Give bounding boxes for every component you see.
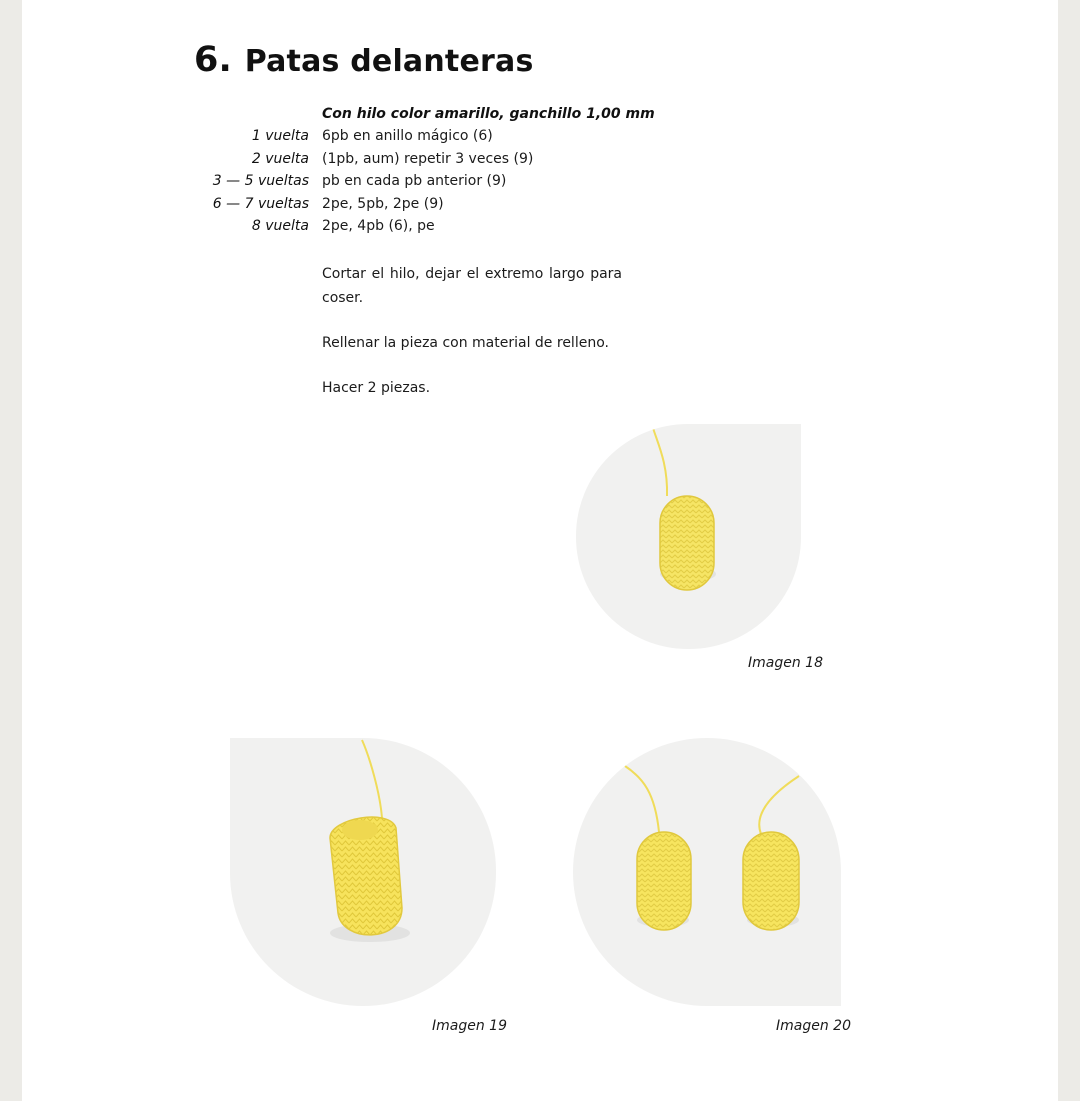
round-text: (1pb, aum) repetir 3 veces (9) <box>322 150 534 167</box>
figure-18-caption: Imagen 18 <box>748 655 823 671</box>
round-label: 3 — 5 vueltas <box>212 173 309 190</box>
figure-19-caption: Imagen 19 <box>432 1018 507 1034</box>
figure-18-photo <box>576 424 801 649</box>
instruction-stuff: Rellenar la pieza con material de relleno. <box>322 335 609 351</box>
crochet-piece-icon <box>230 738 496 1006</box>
instruction-make-two: Hacer 2 piezas. <box>322 380 431 396</box>
round-label: 8 vuelta <box>251 218 309 235</box>
materials-line: Con hilo color amarillo, ganchillo 1,00 mm <box>322 106 655 122</box>
crochet-piece-icon <box>576 424 801 649</box>
section-title <box>194 40 534 80</box>
round-text: pb en cada pb anterior (9) <box>322 173 507 190</box>
figure-20-photo <box>573 738 841 1006</box>
round-label: 2 vuelta <box>251 150 309 167</box>
crochet-pair-icon <box>573 738 841 1006</box>
round-text: 2pe, 4pb (6), pe <box>322 218 435 235</box>
instruction-cut-yarn: Cortar el hilo, dejar el extremo largo para coser. <box>322 266 622 306</box>
round-label: 6 — 7 vueltas <box>212 195 309 212</box>
round-text: 6pb en anillo mágico (6) <box>322 128 493 144</box>
document-page <box>22 0 1058 1101</box>
figure-20-caption: Imagen 20 <box>776 1018 851 1034</box>
section-number: 6. <box>194 40 233 80</box>
section-title-text: Patas delanteras <box>244 44 534 79</box>
round-text: 2pe, 5pb, 2pe (9) <box>322 195 444 212</box>
round-label: 1 vuelta <box>251 128 309 144</box>
figure-19-photo <box>230 738 496 1006</box>
